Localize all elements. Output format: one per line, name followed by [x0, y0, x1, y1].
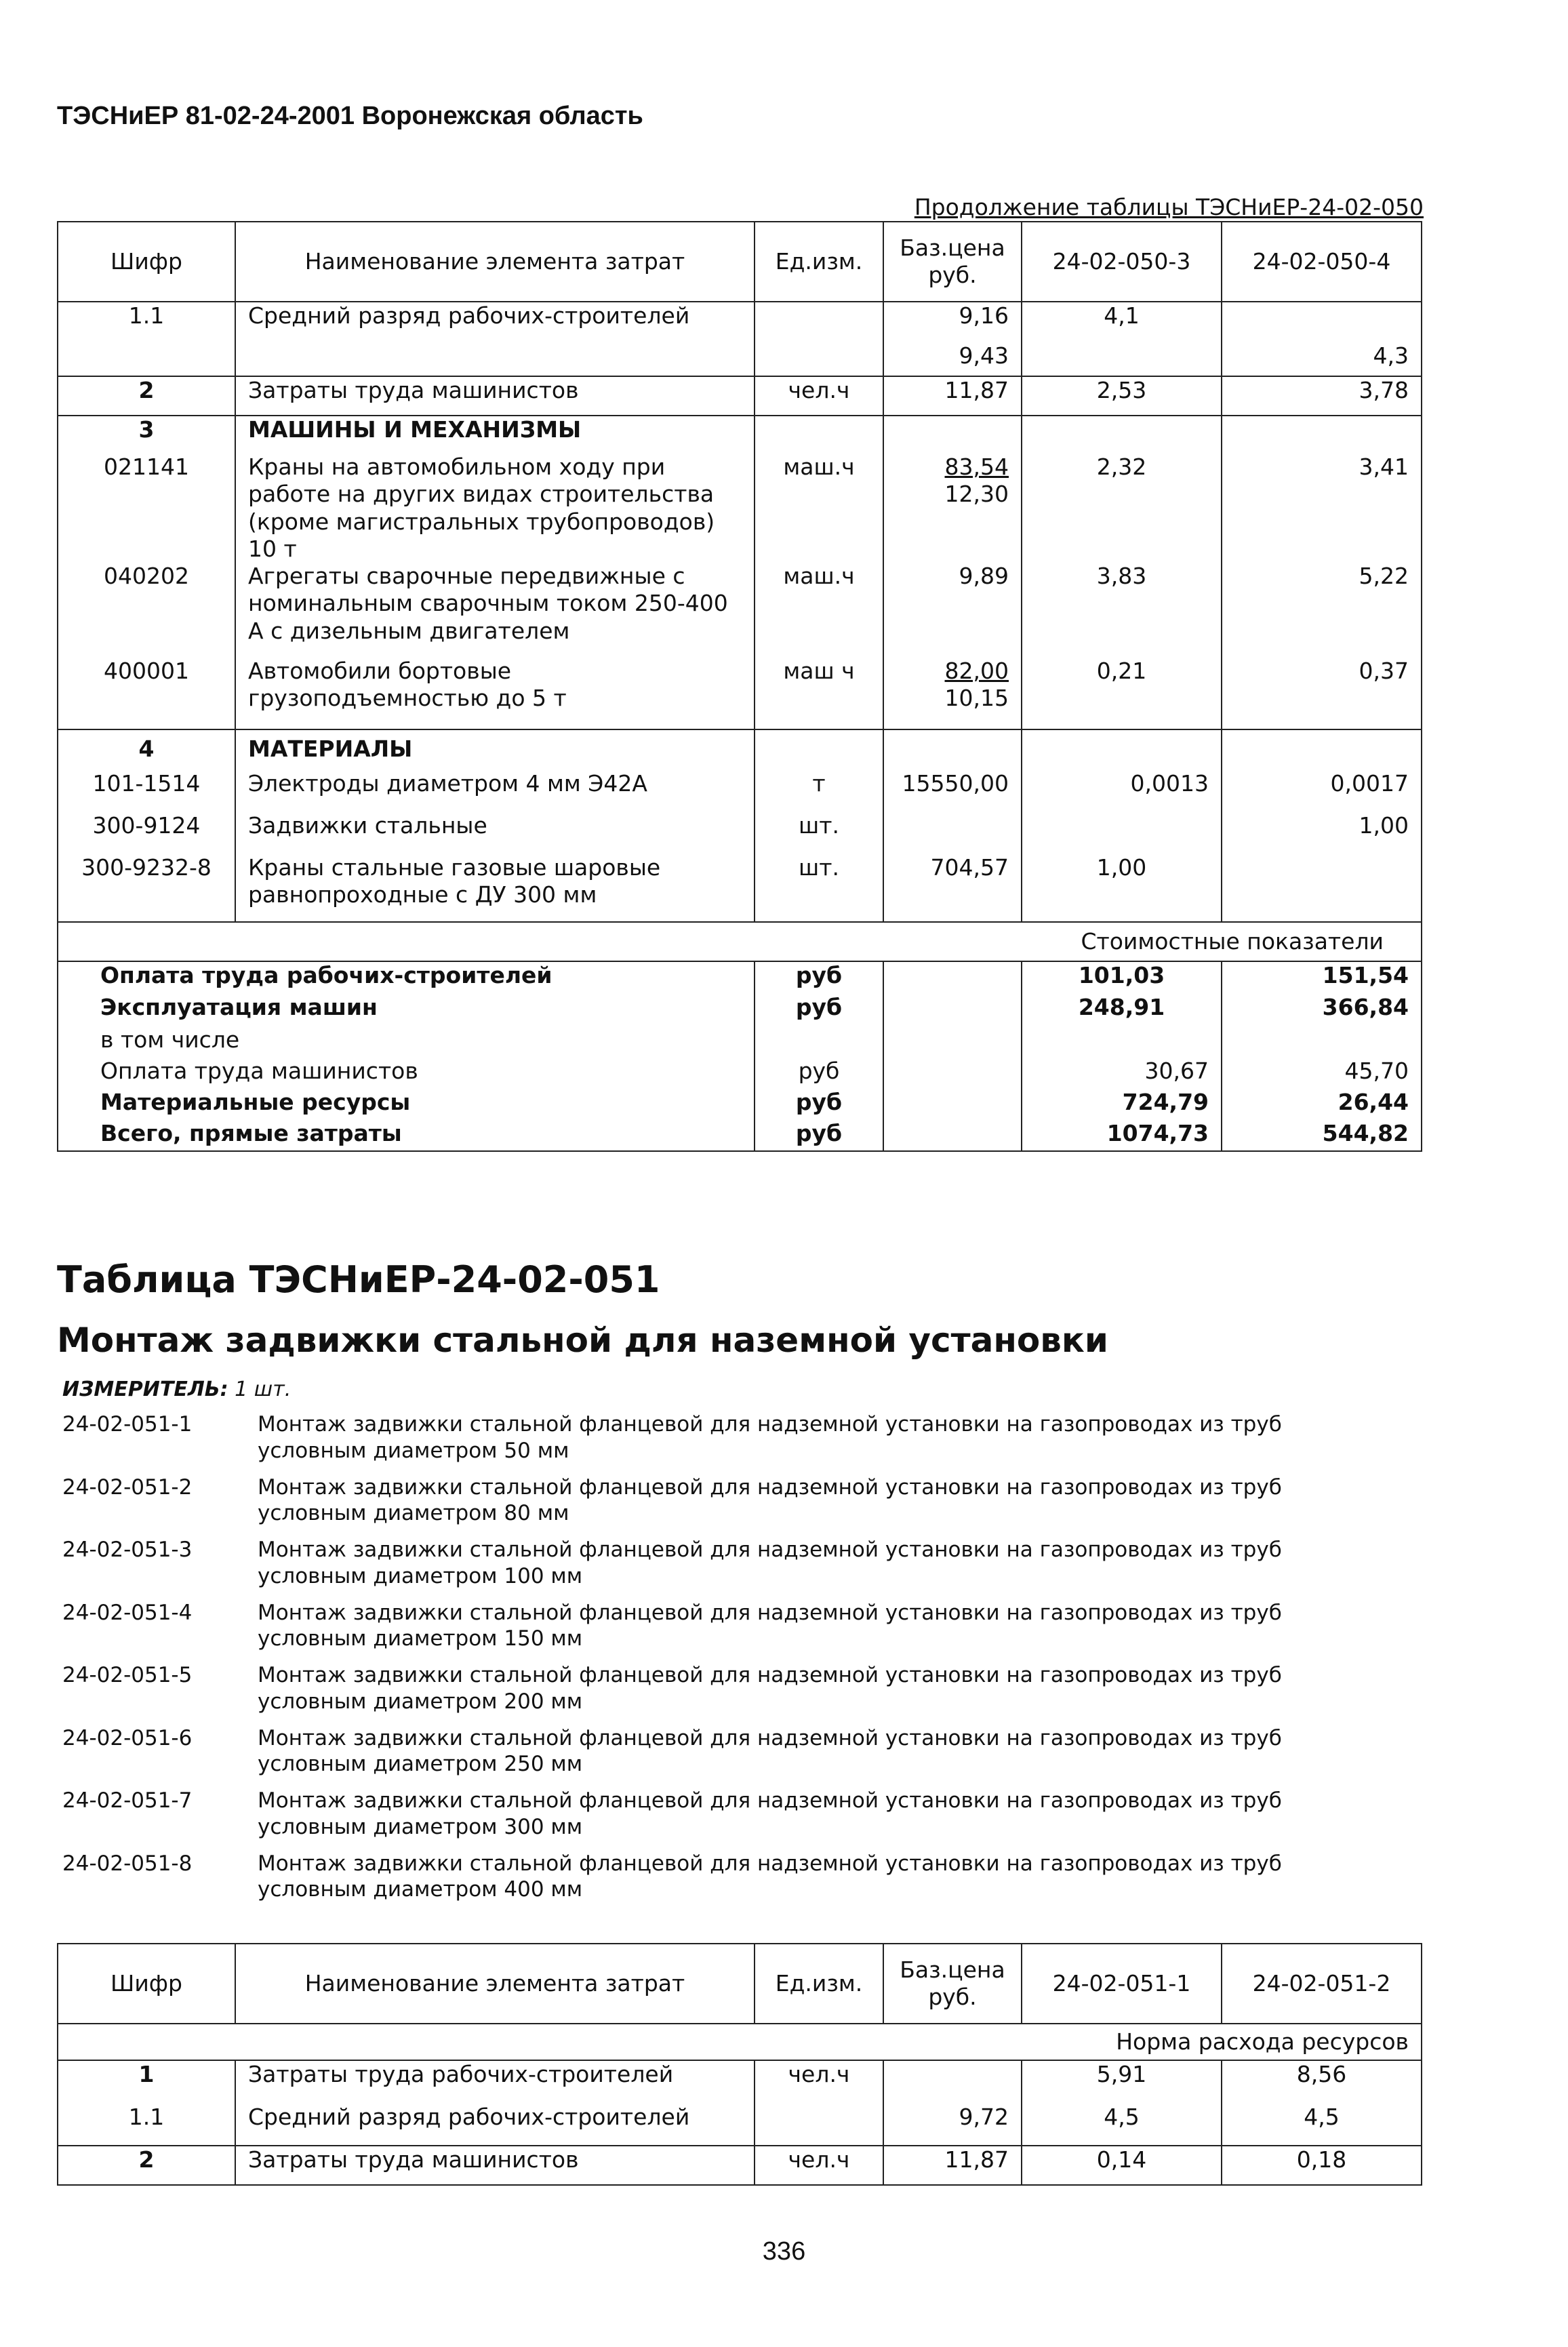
col-header-unit: Ед.изм. [755, 222, 883, 302]
cost-row: в том числе [58, 1026, 1422, 1058]
cost-header-row: Стоимостные показатели [58, 922, 1422, 961]
table-row: 9,43 4,3 [58, 342, 1422, 376]
table-row: 1 Затраты труда рабочих-строителей чел.ч 5,91 8,56 [58, 2060, 1422, 2104]
list-item: 24-02-051-4 Монтаж задвижки стальной фланцевой для надземной установки на газопроводах из труб условным диаметром 150 мм [62, 1600, 1282, 1651]
table-row: 300-9124 Задвижки стальные шт. 1,00 [58, 812, 1422, 854]
col-header-name: Наименование элемента затрат [235, 1944, 755, 2024]
table-continuation-caption: Продолжение таблицы ТЭСНиЕР-24-02-050 [914, 194, 1424, 220]
cost-row: Эксплуатация машин руб 248,91 366,84 [58, 994, 1422, 1026]
list-item: 24-02-051-6 Монтаж задвижки стальной фланцевой для надземной установки на газопроводах из труб условным диаметром 250 мм [62, 1725, 1282, 1777]
work-items-list [62, 1411, 1384, 1913]
norm-header-row: Норма расхода ресурсов [58, 2024, 1422, 2060]
col-header-code: Шифр [58, 1944, 235, 2024]
col-header-code: Шифр [58, 222, 235, 302]
cost-row: Оплата труда машинистов руб 30,67 45,70 [58, 1058, 1422, 1089]
table-row: 2 Затраты труда машинистов чел.ч 11,87 2,53 3,78 [58, 376, 1422, 416]
table-header-row [58, 222, 1422, 302]
list-item: 24-02-051-5 Монтаж задвижки стальной фланцевой для надземной установки на газопроводах из труб условным диаметром 200 мм [62, 1663, 1282, 1714]
table-050 [57, 221, 1422, 1152]
col-header-name: Наименование элемента затрат [235, 222, 755, 302]
table-row: 1.1 Средний разряд рабочих-строителей 9,72 4,5 4,5 [58, 2104, 1422, 2146]
list-item: 24-02-051-8 Монтаж задвижки стальной фланцевой для надземной установки на газопроводах из труб условным диаметром 400 мм [62, 1851, 1282, 1902]
table-section-row: 3 МАШИНЫ И МЕХАНИЗМЫ [58, 416, 1422, 454]
page-number: 336 [762, 2237, 806, 2266]
table-row: 1.1 Средний разряд рабочих-строителей 9,16 4,1 [58, 302, 1422, 342]
meter-label: ИЗМЕРИТЕЛЬ: [62, 1378, 228, 1401]
col-header-price: Баз.цена руб. [883, 222, 1022, 302]
table-row: 2 Затраты труда машинистов чел.ч 11,87 0,14 0,18 [58, 2146, 1422, 2185]
table-row: 040202 Агрегаты сварочные передвижные с номинальным сварочным током 250-400 А с дизельным двигателем маш.ч 9,89 3,83 5,22 [58, 563, 1422, 658]
table-header-row [58, 1944, 1422, 2024]
table-051-title: Таблица ТЭСНиЕР-24-02-051 [57, 1258, 660, 1301]
col-header-price: Баз.цена руб. [883, 1944, 1022, 2024]
table-051-subtitle: Монтаж задвижки стальной для наземной установки [57, 1321, 1108, 1360]
col-header-unit: Ед.изм. [755, 1944, 883, 2024]
col-header-variant-1: 24-02-051-1 [1022, 1944, 1222, 2024]
list-item: 24-02-051-1 Монтаж задвижки стальной фланцевой для надземной установки на газопроводах из труб условным диаметром 50 мм [62, 1412, 1282, 1463]
list-item: 24-02-051-3 Монтаж задвижки стальной фланцевой для надземной установки на газопроводах из труб условным диаметром 100 мм [62, 1538, 1282, 1588]
meter-line [62, 1378, 291, 1401]
meter-value: 1 шт. [235, 1378, 292, 1401]
table-section-row: 4 МАТЕРИАЛЫ [58, 729, 1422, 770]
list-item: 24-02-051-2 Монтаж задвижки стальной фланцевой для надземной установки на газопроводах из труб условным диаметром 80 мм [62, 1475, 1282, 1526]
cost-row: Оплата труда рабочих-строителей руб 101,03 151,54 [58, 961, 1422, 994]
table-row: 101-1514 Электроды диаметром 4 мм Э42А т 15550,00 0,0013 0,0017 [58, 770, 1422, 812]
table-row: 300-9232-8 Краны стальные газовые шаровые равнопроходные с ДУ 300 мм шт. 704,57 1,00 [58, 854, 1422, 922]
list-item: 24-02-051-7 Монтаж задвижки стальной фланцевой для надземной установки на газопроводах из труб условным диаметром 300 мм [62, 1788, 1282, 1839]
table-row: 021141 Краны на автомобильном ходу при работе на других видах строительства (кроме магистральных трубопроводов) 10 т маш.ч 83,54 12,30 2,32 3,41 [58, 454, 1422, 563]
col-header-variant-2: 24-02-051-2 [1222, 1944, 1422, 2024]
table-051 [57, 1943, 1422, 2186]
page-header-title: ТЭСНиЕР 81-02-24-2001 Воронежская область [57, 102, 643, 130]
col-header-variant-1: 24-02-050-3 [1022, 222, 1222, 302]
table-row: 400001 Автомобили бортовые грузоподъемностью до 5 т маш ч 82,00 10,15 0,21 0,37 [58, 658, 1422, 729]
cost-row: Материальные ресурсы руб 724,79 26,44 [58, 1089, 1422, 1120]
cost-row: Всего, прямые затраты руб 1074,73 544,82 [58, 1120, 1422, 1151]
col-header-variant-2: 24-02-050-4 [1222, 222, 1422, 302]
